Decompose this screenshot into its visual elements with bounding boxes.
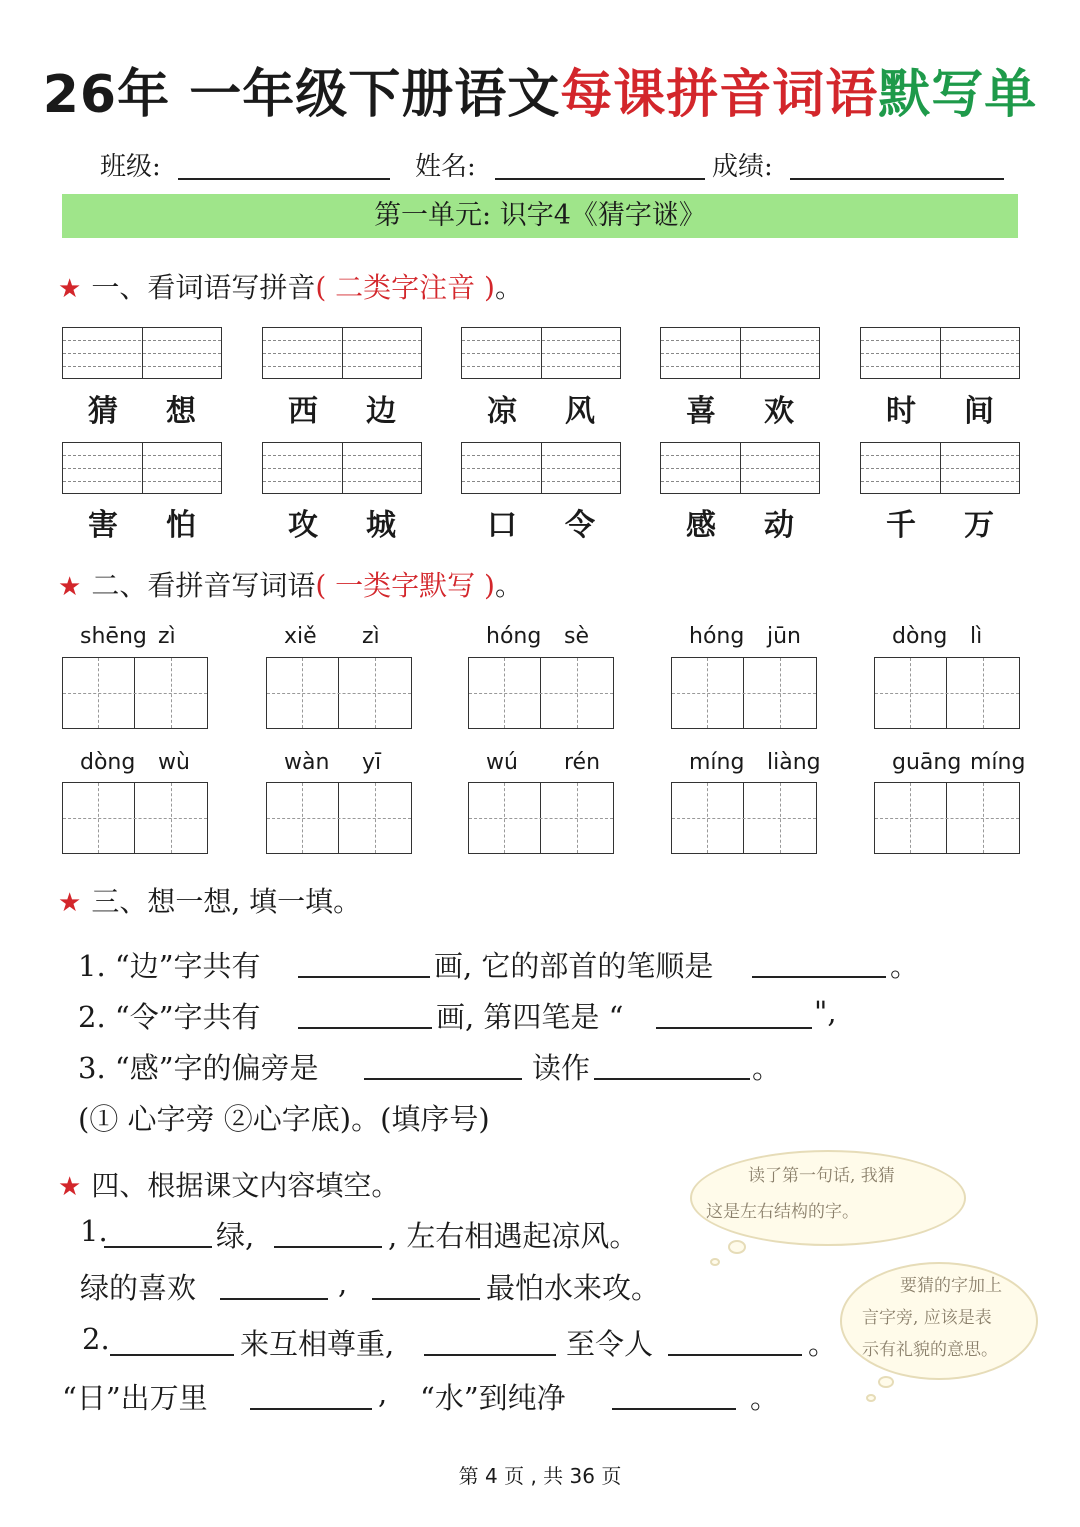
star-icon: ★ xyxy=(58,1172,82,1202)
s4-l1-blank1[interactable] xyxy=(104,1246,212,1248)
word-char: 感 xyxy=(686,508,716,543)
word-characters xyxy=(860,386,1020,429)
pinyin-syllable: zì xyxy=(158,624,176,649)
word-characters xyxy=(62,500,222,543)
s4-l3-a: 2. xyxy=(82,1322,110,1356)
s4-l3-d: 。 xyxy=(808,1327,838,1361)
word-char: 攻 xyxy=(288,508,318,543)
q3-blank-reading[interactable] xyxy=(594,1078,750,1080)
pinyin-writing-box[interactable] xyxy=(660,442,820,494)
s4-l3-c: 至令人 xyxy=(566,1327,654,1361)
word-char: 猜 xyxy=(88,394,118,429)
word-char: 口 xyxy=(487,508,517,543)
pinyin-writing-box[interactable] xyxy=(262,327,422,379)
score-field[interactable] xyxy=(790,178,1004,180)
word-char: 边 xyxy=(366,394,396,429)
pinyin-writing-box[interactable] xyxy=(262,442,422,494)
pinyin-syllable: wù xyxy=(158,750,190,775)
word-characters xyxy=(62,386,222,429)
pinyin-syllable: rén xyxy=(564,750,601,775)
word-char: 城 xyxy=(366,508,396,543)
pinyin-writing-box[interactable] xyxy=(62,442,222,494)
word-characters xyxy=(660,500,820,543)
section3-title: 三、想一想, 填一填。 xyxy=(91,885,362,918)
s4-l4-b: , xyxy=(378,1376,388,1410)
bubble-tail-dot xyxy=(866,1394,876,1402)
pinyin-writing-box[interactable] xyxy=(461,442,621,494)
q1-text-b: 画, 它的部首的笔顺是 xyxy=(434,949,714,983)
word-char: 万 xyxy=(964,508,994,543)
section2-note: ( 一类字默写 ) xyxy=(315,569,495,602)
s4-l2-c: 最怕水来攻。 xyxy=(486,1271,661,1305)
word-char: 西 xyxy=(288,394,318,429)
pinyin-syllable: liàng xyxy=(767,750,821,775)
section4-title: 四、根据课文内容填空。 xyxy=(91,1169,400,1202)
s4-l2-blank2[interactable] xyxy=(372,1298,480,1300)
s4-l3-blank3[interactable] xyxy=(668,1354,802,1356)
pinyin-writing-box[interactable] xyxy=(860,442,1020,494)
q1-text-c: 。 xyxy=(890,949,920,983)
word-characters xyxy=(262,500,422,543)
section2-end: 。 xyxy=(494,569,523,602)
tianzige-writing-box[interactable] xyxy=(874,782,1020,854)
q2-blank-fourth-stroke[interactable] xyxy=(656,1027,812,1029)
title-part-dictation-sheet: 默写单 xyxy=(878,65,1038,125)
pinyin-label xyxy=(62,750,210,780)
q1-text-a: 1. “边”字共有 xyxy=(78,949,261,983)
section1-note: ( 二类字注音 ) xyxy=(315,271,495,304)
pinyin-syllable: míng xyxy=(689,750,745,775)
pinyin-syllable: zì xyxy=(362,624,380,649)
section1-title: 一、看词语写拼音 xyxy=(91,271,316,304)
word-characters xyxy=(860,500,1020,543)
q3-text-b: 读作 xyxy=(532,1051,591,1085)
pinyin-syllable: dòng xyxy=(80,750,136,775)
word-char: 时 xyxy=(886,394,916,429)
bubble-tail-dot xyxy=(710,1258,720,1266)
section3-heading xyxy=(58,880,361,920)
section2-title: 二、看拼音写词语 xyxy=(91,569,316,602)
pinyin-label xyxy=(266,624,414,654)
word-char: 凉 xyxy=(487,394,517,429)
word-characters xyxy=(660,386,820,429)
word-char: 害 xyxy=(88,508,118,543)
pinyin-syllable: shēng xyxy=(80,624,147,649)
word-char: 千 xyxy=(886,508,916,543)
name-label: 姓名: xyxy=(415,152,476,182)
class-label: 班级: xyxy=(100,152,161,182)
pinyin-syllable: lì xyxy=(970,624,983,649)
q3-text-c: 。 xyxy=(752,1051,782,1085)
s4-l3-blank1[interactable] xyxy=(110,1354,234,1356)
pinyin-syllable: míng xyxy=(970,750,1026,775)
s4-l4-a: “日”出万里 xyxy=(62,1381,208,1415)
word-char: 令 xyxy=(565,508,595,543)
bubble2-line1: 要猜的字加上 xyxy=(900,1276,1002,1296)
s4-l3-blank2[interactable] xyxy=(424,1354,556,1356)
s4-l2-b: , xyxy=(338,1266,348,1300)
class-field[interactable] xyxy=(178,178,390,180)
title-part-grade: 26年 一年级下册语文 xyxy=(42,65,561,125)
bubble-tail-dot xyxy=(728,1240,746,1254)
tianzige-writing-box[interactable] xyxy=(671,657,817,729)
student-info-row xyxy=(100,146,1010,186)
pinyin-syllable: hóng xyxy=(689,624,745,649)
tianzige-writing-box[interactable] xyxy=(671,782,817,854)
pinyin-syllable: wàn xyxy=(284,750,330,775)
tianzige-writing-box[interactable] xyxy=(874,657,1020,729)
word-char: 想 xyxy=(166,394,196,429)
word-char: 间 xyxy=(964,394,994,429)
title-part-pinyin-words: 每课拼音词语 xyxy=(560,65,879,125)
pinyin-writing-box[interactable] xyxy=(461,327,621,379)
s4-l4-d: 。 xyxy=(750,1381,780,1415)
section1-heading xyxy=(58,266,523,306)
pinyin-label xyxy=(468,750,616,780)
bubble2-line2: 言字旁, 应该是表 xyxy=(862,1308,992,1328)
tianzige-writing-box[interactable] xyxy=(62,657,208,729)
score-label: 成绩: xyxy=(712,152,773,182)
bubble1-line1: 读了第一句话, 我猜 xyxy=(748,1166,895,1186)
word-characters xyxy=(461,386,621,429)
word-characters xyxy=(461,500,621,543)
page-footer: 第 4 页 , 共 36 页 xyxy=(458,1464,622,1488)
section1-end: 。 xyxy=(494,271,523,304)
word-char: 风 xyxy=(565,394,595,429)
q1-blank-strokes[interactable] xyxy=(298,976,430,978)
pinyin-label xyxy=(671,750,819,780)
pinyin-syllable: xiě xyxy=(284,624,317,649)
q1-blank-order[interactable] xyxy=(752,976,886,978)
q2-text-c: ", xyxy=(814,995,837,1029)
s4-l1-b: 绿, xyxy=(216,1219,255,1253)
pinyin-writing-box[interactable] xyxy=(860,327,1020,379)
tianzige-writing-box[interactable] xyxy=(266,657,412,729)
q3-blank-radical[interactable] xyxy=(364,1078,522,1080)
pinyin-syllable: wú xyxy=(486,750,518,775)
s4-l1-c: , 左右相遇起凉风。 xyxy=(388,1219,639,1253)
s4-l4-blank1[interactable] xyxy=(250,1408,372,1410)
star-icon: ★ xyxy=(58,572,82,602)
pinyin-label xyxy=(62,624,210,654)
pinyin-syllable: hóng xyxy=(486,624,542,649)
q3-text-a: 3. “感”字的偏旁是 xyxy=(78,1051,319,1085)
bubble1-line2: 这是左右结构的字。 xyxy=(706,1202,859,1222)
word-char: 怕 xyxy=(166,508,196,543)
s4-l1-blank2[interactable] xyxy=(274,1246,382,1248)
tianzige-writing-box[interactable] xyxy=(266,782,412,854)
s4-l3-b: 来互相尊重, xyxy=(240,1327,395,1361)
pinyin-syllable: dòng xyxy=(892,624,948,649)
word-char: 喜 xyxy=(686,394,716,429)
word-characters xyxy=(262,386,422,429)
pinyin-syllable: guāng xyxy=(892,750,962,775)
section2-heading xyxy=(58,564,523,604)
s4-l4-c: “水”到纯净 xyxy=(420,1381,566,1415)
pinyin-syllable: yī xyxy=(362,750,382,775)
bubble-tail-dot xyxy=(878,1376,894,1388)
s4-l4-blank2[interactable] xyxy=(612,1408,736,1410)
s4-l1-a: 1. xyxy=(80,1214,108,1248)
s4-l2-blank1[interactable] xyxy=(220,1298,328,1300)
pinyin-label xyxy=(874,624,1022,654)
unit-banner: 第一单元: 识字4《猜字谜》 xyxy=(62,194,1018,238)
pinyin-label xyxy=(468,624,616,654)
s4-l2-a: 绿的喜欢 xyxy=(80,1271,197,1305)
word-char: 欢 xyxy=(764,394,794,429)
tianzige-writing-box[interactable] xyxy=(62,782,208,854)
star-icon: ★ xyxy=(58,274,82,304)
pinyin-syllable: jūn xyxy=(767,624,801,649)
bubble2-line3: 示有礼貌的意思。 xyxy=(862,1340,998,1360)
name-field[interactable] xyxy=(495,178,705,180)
tianzige-writing-box[interactable] xyxy=(468,657,614,729)
pinyin-label xyxy=(671,624,819,654)
word-char: 动 xyxy=(764,508,794,543)
star-icon: ★ xyxy=(58,888,82,918)
q2-text-a: 2. “令”字共有 xyxy=(78,1000,261,1034)
pinyin-writing-box[interactable] xyxy=(62,327,222,379)
pinyin-syllable: sè xyxy=(564,624,589,649)
tianzige-writing-box[interactable] xyxy=(468,782,614,854)
pinyin-label xyxy=(266,750,414,780)
pinyin-label xyxy=(874,750,1026,780)
q3-note: (① 心字旁 ②心字底)。(填序号) xyxy=(78,1102,490,1136)
pinyin-writing-box[interactable] xyxy=(660,327,820,379)
q2-blank-strokes[interactable] xyxy=(298,1027,432,1029)
page-title xyxy=(0,52,1080,127)
q2-text-b: 画, 第四笔是 “ xyxy=(436,1000,624,1034)
section4-heading xyxy=(58,1164,399,1204)
